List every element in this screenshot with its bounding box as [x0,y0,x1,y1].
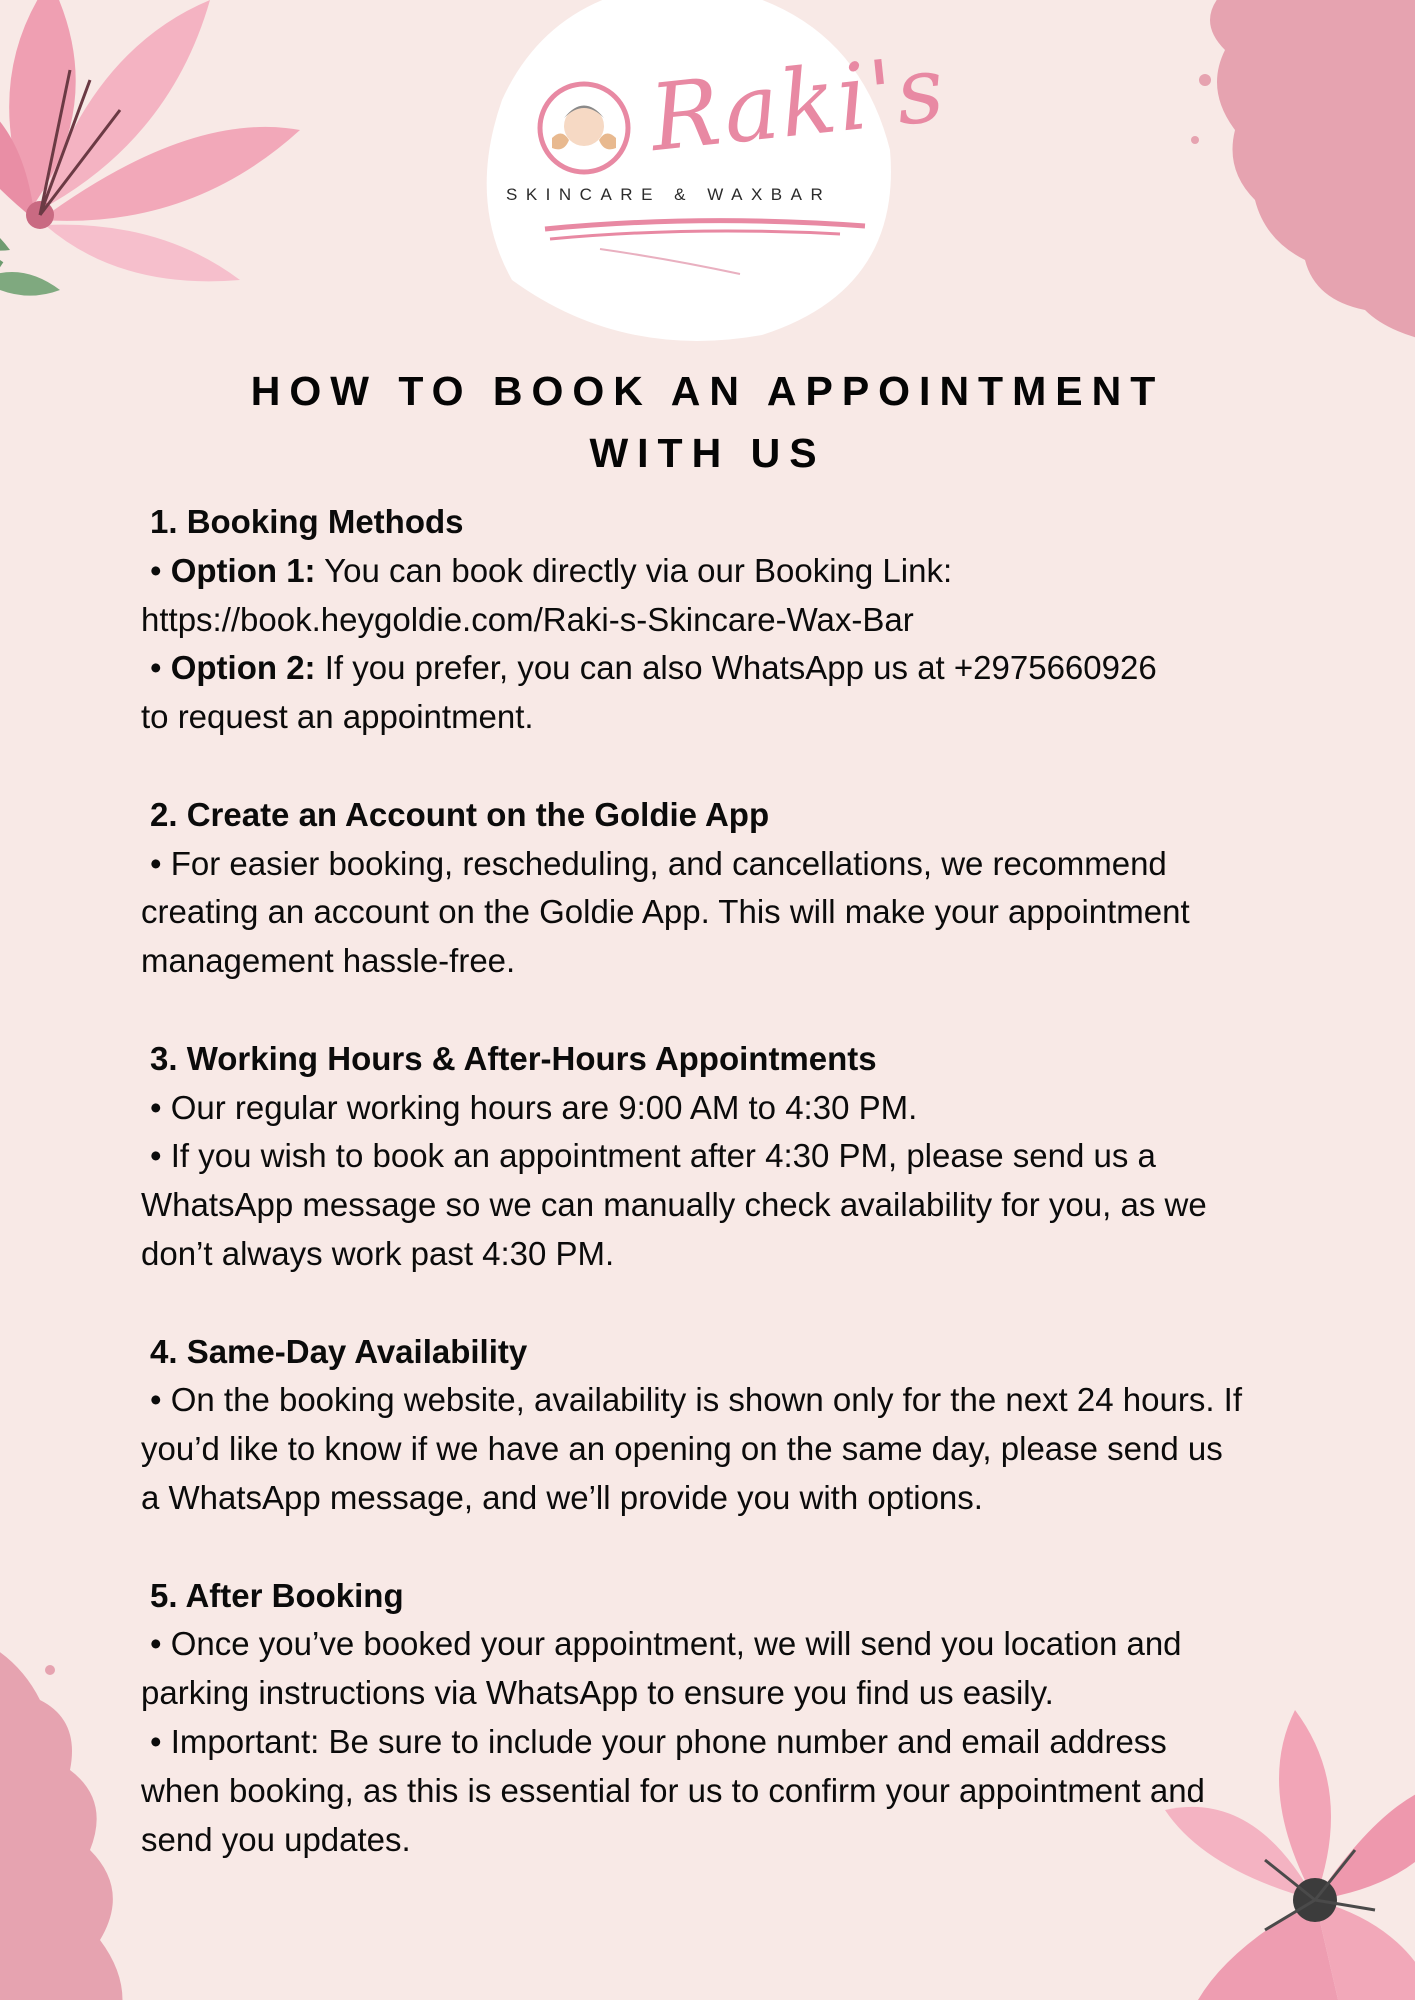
section-title: 3. Working Hours & After-Hours Appointments [150,1039,877,1077]
logo-tagline: SKINCARE & WAXBAR [506,185,832,204]
list-item-text: when booking, as this is essential for us to confirm your appointment and [141,1771,1205,1809]
bullet-mark: • [150,1625,162,1663]
list-item-text: For easier booking, rescheduling, and cancellations, we recommend [170,844,1167,882]
list-item-text: Important: Be sure to include your phone number and email address [170,1722,1167,1760]
list-item [141,1620,1341,1669]
bullet-mark: • [150,1137,162,1175]
paint-splash-top-right-icon [1165,0,1415,360]
section-same-day [141,1328,1341,1523]
section-working-hours [141,1035,1341,1279]
list-item [141,1718,1341,1767]
option-1-label: Option 1: [170,551,316,589]
bullet-mark: • [150,844,162,882]
bullet-mark: • [150,1381,162,1419]
list-item [141,840,1341,889]
title-line-2: WITH US [589,430,826,476]
logo-brush-strokes [540,214,870,284]
list-item-text: WhatsApp message so we can manually check availability for you, as we [141,1186,1207,1224]
bullet-mark: • [150,551,162,589]
list-item-text: parking instructions via WhatsApp to ensure you find us easily. [141,1674,1054,1712]
section-title: 5. After Booking [150,1576,404,1614]
list-item-text: creating an account on the Goldie App. This will make your appointment [141,893,1190,931]
list-item-text: send you updates. [141,1820,411,1858]
list-item-text: Once you’ve booked your appointment, we will send you location and [170,1625,1182,1663]
logo-face-icon [534,78,634,178]
section-title: 1. Booking Methods [150,503,464,540]
option-2-label: Option 2: [170,649,316,687]
list-item-text: a WhatsApp message, and we’ll provide you with options. [141,1478,983,1516]
option-2-text: If you prefer, you can also WhatsApp us at +2975660926 [315,649,1157,687]
booking-link[interactable]: https://book.heygoldie.com/Raki-s-Skincare-Wax-Bar [141,600,914,638]
section-goldie-account [141,791,1341,986]
list-item-text: management hassle-free. [141,942,516,980]
list-item-text: Our regular working hours are 9:00 AM to 4:30 PM. [170,1088,918,1126]
instructions [141,498,1341,1913]
page-title [120,360,1295,484]
list-item-text: On the booking website, availability is shown only for the next 24 hours. If [170,1381,1242,1419]
list-item [141,1132,1341,1181]
list-item-text: you’d like to know if we have an opening on the same day, please send us [141,1430,1223,1468]
list-item [141,1376,1341,1425]
list-item-text: don’t always work past 4:30 PM. [141,1234,615,1272]
section-title: 4. Same-Day Availability [150,1332,528,1370]
section-title: 2. Create an Account on the Goldie App [150,795,770,833]
flower-top-left-icon [0,0,370,380]
section-booking-methods [141,498,1341,742]
bullet-mark: • [150,1088,162,1126]
list-item [141,644,1341,693]
option-2-continuation: to request an appointment. [141,698,534,736]
list-item-text: If you wish to book an appointment after 4:30 PM, please send us a [170,1137,1156,1175]
bullet-mark: • [150,1722,162,1760]
section-after-booking [141,1572,1341,1865]
bullet-mark: • [150,649,162,687]
option-1-text: You can book directly via our Booking Link: [315,551,953,589]
title-line-1: HOW TO BOOK AN APPOINTMENT [250,368,1165,414]
logo-brand-name: Raki's [645,34,951,173]
list-item [141,1084,1341,1133]
list-item [141,547,1341,596]
